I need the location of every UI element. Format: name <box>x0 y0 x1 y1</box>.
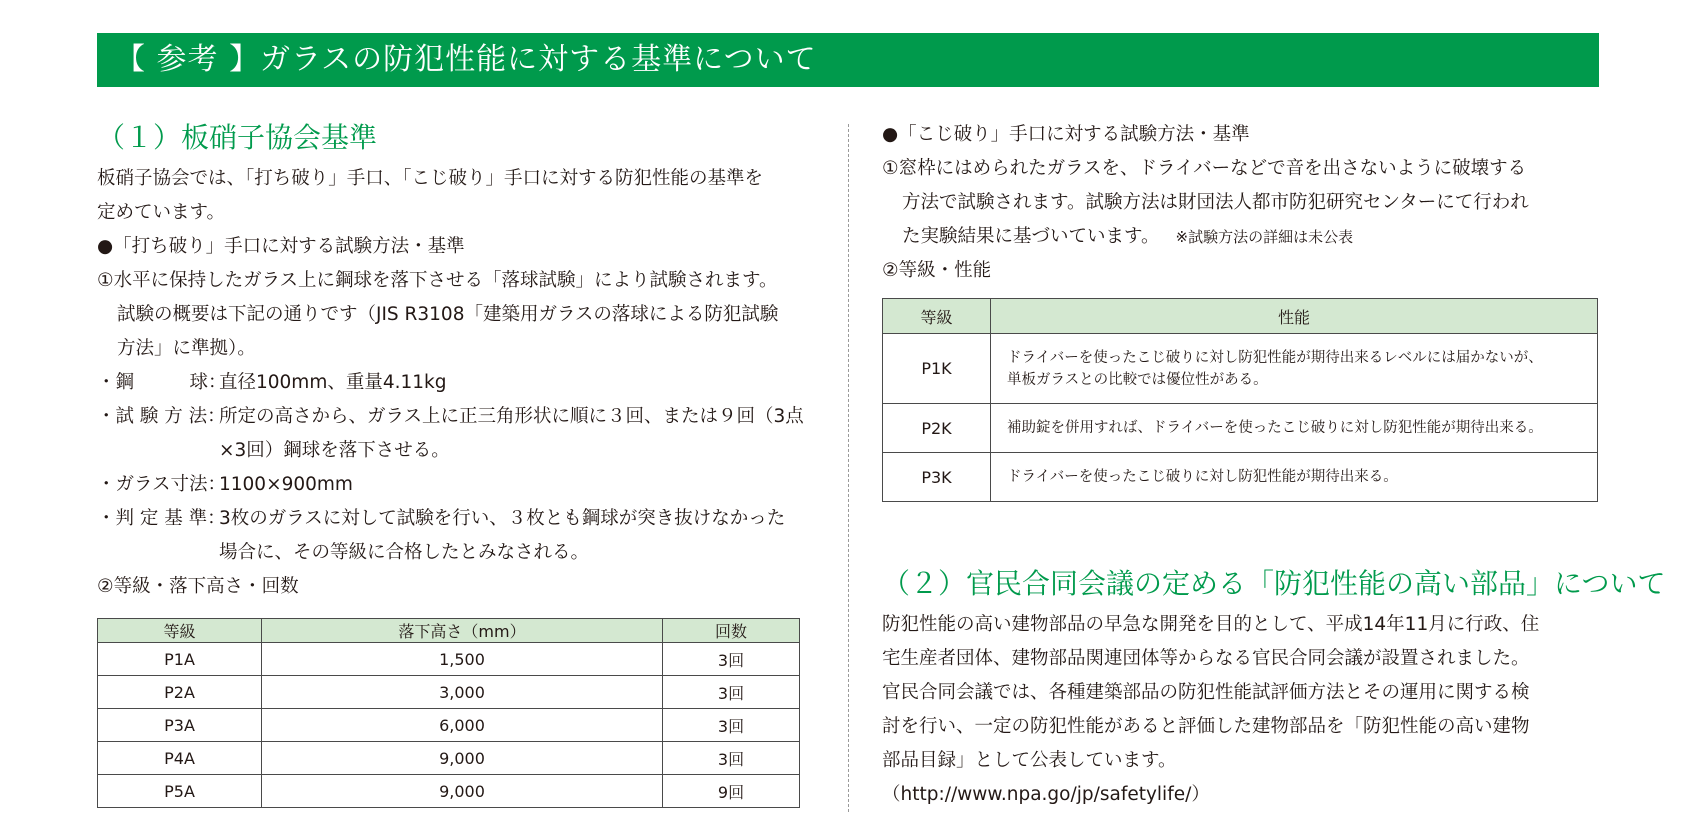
drop-test-table <box>97 618 800 808</box>
table-header-cell: 落下高さ（mm） <box>262 619 663 643</box>
table-cell: 3回 <box>663 676 800 709</box>
para-line: 部品目録」として公表しています。 <box>882 750 1177 771</box>
table-row <box>98 676 800 709</box>
spec-value-line: 所定の高さから、ガラス上に正三角形状に順に３回、または９回（3点 <box>219 406 804 427</box>
table-cell <box>991 334 1598 404</box>
table-cell: 9,000 <box>262 742 663 775</box>
table-header-cell: 等級 <box>98 619 262 643</box>
table-cell: 9回 <box>663 775 800 808</box>
spec-glass-size <box>97 468 817 502</box>
page-banner-title: 【 参考 】ガラスの防犯性能に対する基準について <box>97 33 1599 87</box>
table-cell: 3回 <box>663 643 800 676</box>
table-cell: P3A <box>98 709 262 742</box>
table-cell: 3回 <box>663 709 800 742</box>
table-row <box>98 775 800 808</box>
left-column <box>97 118 817 808</box>
undisclosed-note: ※試験方法の詳細は未公表 <box>1175 228 1354 246</box>
spec-criteria <box>97 502 817 570</box>
column-divider <box>848 124 849 812</box>
table-cell: 補助錠を併用すれば、ドライバーを使ったこじ破りに対し防犯性能が期待出来る。 <box>991 404 1598 453</box>
item1-line: ①窓枠にはめられたガラスを、ドライバーなどで音を出さないように破壊する <box>882 158 1527 179</box>
table-cell: 1,500 <box>262 643 663 676</box>
section-public-private <box>882 564 1666 812</box>
table-cell: P5A <box>98 775 262 808</box>
cell-line: ドライバーを使ったこじ破りに対し防犯性能が期待出来るレベルには届かないが、 <box>1007 349 1543 366</box>
para-line: 防犯性能の高い建物部品の早急な開発を目的として、平成14年11月に行政、住 <box>882 614 1540 635</box>
spec-value <box>219 502 817 570</box>
spec-key: ・判 定 基 準： <box>97 508 226 529</box>
table-cell: P2A <box>98 676 262 709</box>
para-line: 討を行い、一定の防犯性能があると評価した建物部品を「防犯性能の高い建物 <box>882 716 1530 737</box>
item2-title: ②等級・落下高さ・回数 <box>97 576 299 597</box>
table-cell: P3K <box>883 453 991 502</box>
table-header-cell: 等級 <box>883 299 991 334</box>
spec-key: ・試 験 方 法： <box>97 406 226 427</box>
para-line: 官民合同会議では、各種建築部品の防犯性能試評価方法とその運用に関する検 <box>882 682 1530 703</box>
spec-test-method <box>97 400 817 468</box>
table-row <box>883 404 1598 453</box>
table-cell: ドライバーを使ったこじ破りに対し防犯性能が期待出来る。 <box>991 453 1598 502</box>
item2-title: ②等級・性能 <box>882 260 992 281</box>
item1-line: 試験の概要は下記の通りです（JIS R3108「建築用ガラスの落球による防犯試験 <box>117 304 779 325</box>
intro-line: 板硝子協会では、「打ち破り」手口、「こじ破り」手口に対する防犯性能の基準を <box>97 168 764 189</box>
spec-key: ・ガラス寸法： <box>97 474 226 495</box>
table-cell: 3,000 <box>262 676 663 709</box>
table-cell: 3回 <box>663 742 800 775</box>
bullet-title-pry-open: ●「こじ破り」手口に対する試験方法・基準 <box>882 124 1250 145</box>
table-cell: 6,000 <box>262 709 663 742</box>
table-row <box>98 742 800 775</box>
reference-url[interactable]: （http://www.npa.go/jp/safetylife/） <box>882 784 1210 805</box>
section-heading-glass-association: （１）板硝子協会基準 <box>97 121 378 154</box>
table-row <box>883 453 1598 502</box>
table-row <box>98 643 800 676</box>
table-cell: P4A <box>98 742 262 775</box>
cell-line: 単板ガラスとの比較では優位性がある。 <box>1007 371 1268 388</box>
item1-line <box>882 220 1600 254</box>
item1-line: 方法」に準拠）。 <box>117 338 256 359</box>
spec-value: 1100×900mm <box>219 474 353 495</box>
intro-line: 定めています。 <box>97 202 226 223</box>
para-line: 宅生産者団体、建物部品関連団体等からなる官民合同会議が設置されました。 <box>882 648 1530 669</box>
table-header-cell: 性能 <box>991 299 1598 334</box>
table-cell: 9,000 <box>262 775 663 808</box>
table-header-row <box>98 619 800 643</box>
spec-key: ・鋼 球： <box>97 372 227 393</box>
spec-value-line: 場合に、その等級に合格したとみなされる。 <box>219 542 590 563</box>
table-header-cell: 回数 <box>663 619 800 643</box>
item1-line-text: た実験結果に基づいています。 <box>902 226 1160 247</box>
bullet-title-break-through: ●「打ち破り」手口に対する試験方法・基準 <box>97 236 465 257</box>
table-cell: P1A <box>98 643 262 676</box>
right-column <box>882 118 1666 812</box>
table-row <box>883 334 1598 404</box>
spec-value-line: ×3回）鋼球を落下させる。 <box>219 440 450 461</box>
table-cell: P1K <box>883 334 991 404</box>
table-header-row <box>883 299 1598 334</box>
item1-line: 方法で試験されます。試験方法は財団法人都市防犯研究センターにて行われ <box>902 192 1529 213</box>
table-row <box>98 709 800 742</box>
spec-value <box>219 400 817 468</box>
section-heading-public-private: （２）官民合同会議の定める「防犯性能の高い部品」について <box>882 567 1666 600</box>
spec-value: 直径100mm、重量4.11kg <box>219 372 447 393</box>
spec-steel-ball <box>97 366 817 400</box>
performance-table <box>882 298 1598 502</box>
table-cell: P2K <box>883 404 991 453</box>
item1-line: ①水平に保持したガラス上に鋼球を落下させる「落球試験」により試験されます。 <box>97 270 778 291</box>
spec-value-line: 3枚のガラスに対して試験を行い、３枚とも鋼球が突き抜けなかった <box>219 508 786 529</box>
